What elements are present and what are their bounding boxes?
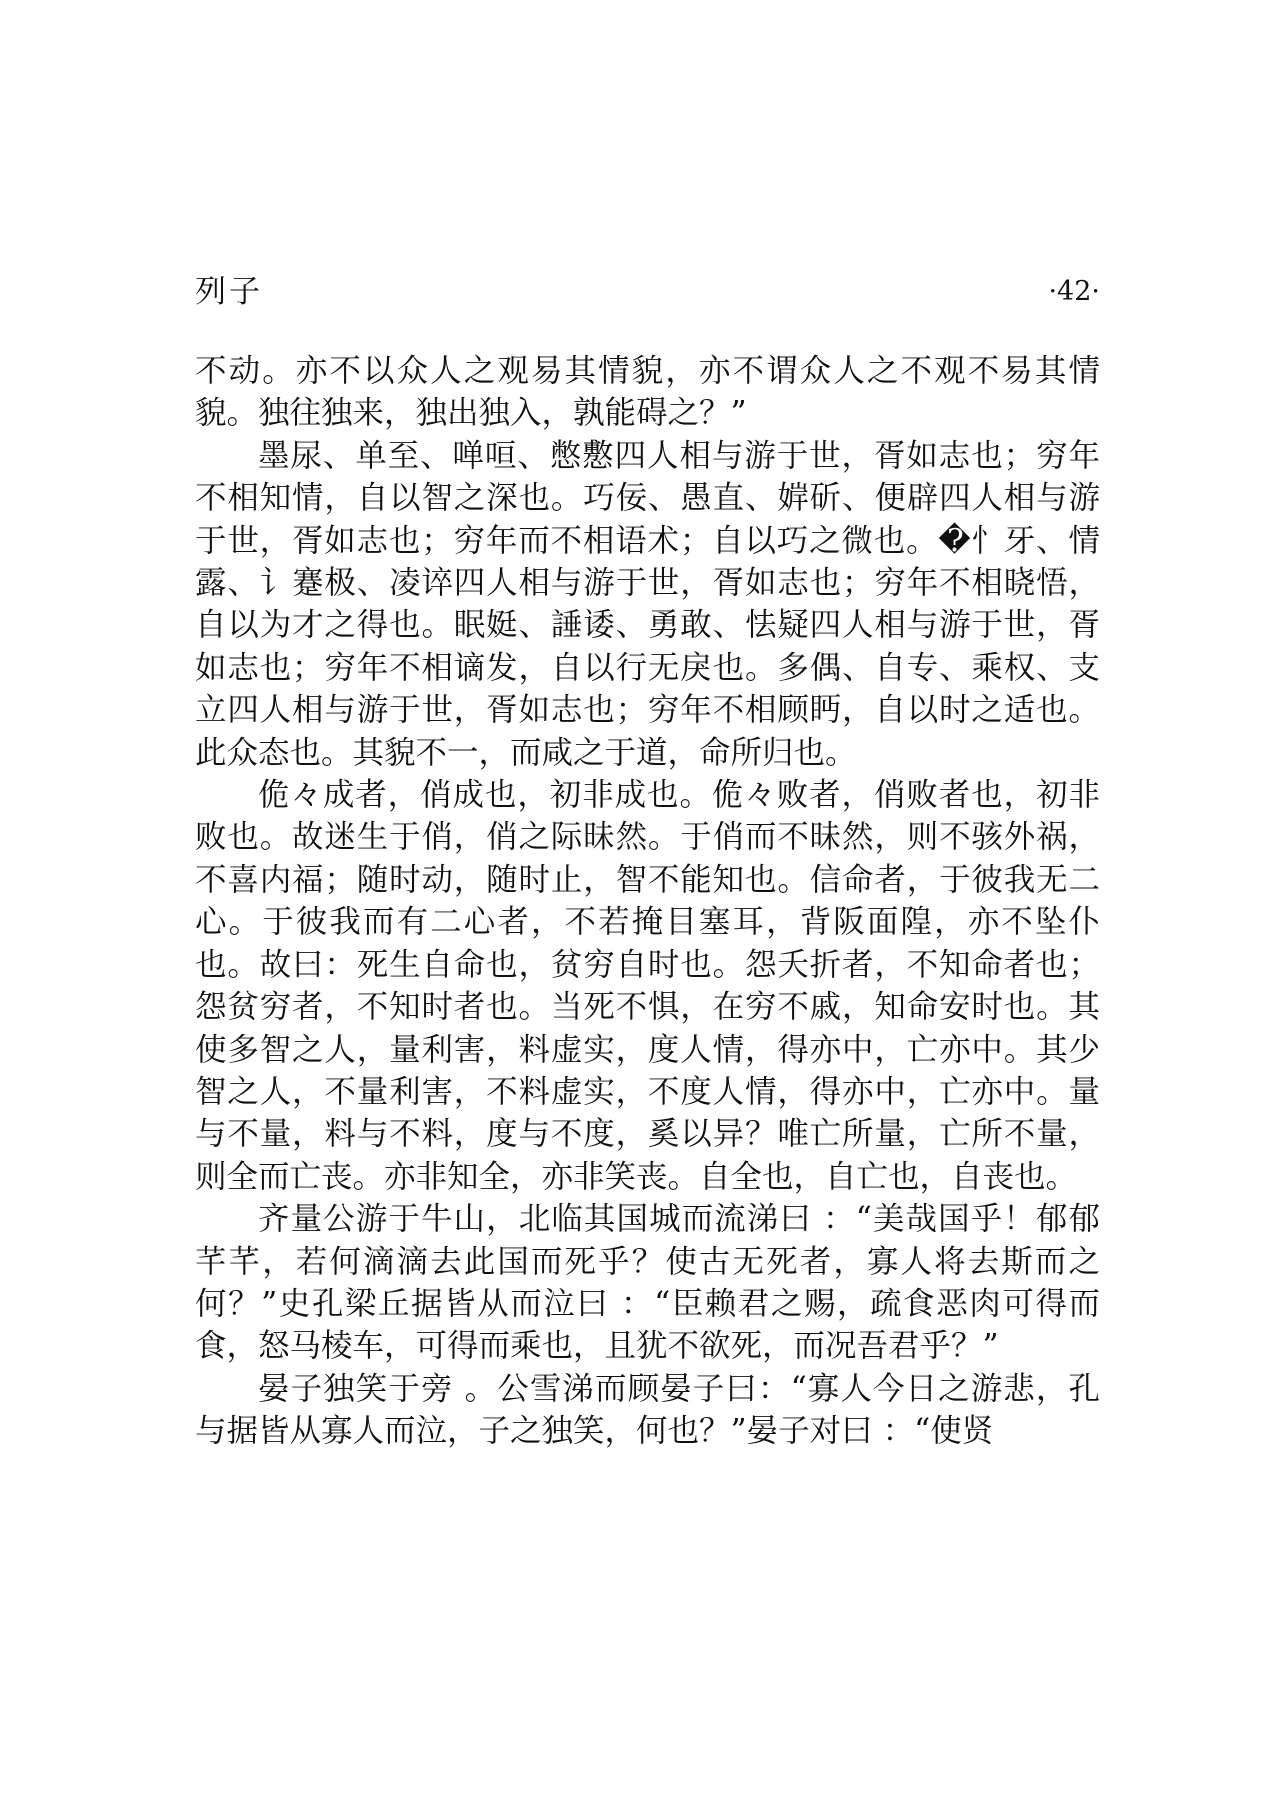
- paragraph: 齐量公游于牛山，北临其国城而流涕曰 ：“美哉国乎！郁郁芊芊，若何滴滴去此国而死乎？使古无死者，寡人将去斯而之何？”史孔梁丘据皆从而泣曰 ：“臣赖君之赐，疏食恶肉可得而食，怒马棱车，可得而乘也，且犹不欲死，而况吾君乎？”: [195, 1201, 1100, 1365]
- paragraph: 晏子独笑于旁 。公雪涕而顾晏子曰：“寡人今日之游悲，孔与据皆从寡人而泣，子之独笑，何也？”晏子对曰 ：“使贤: [195, 1370, 1100, 1450]
- page-number: ·42·: [1048, 276, 1100, 307]
- paragraph: 墨尿、单至、啴咺、憋懯四人相与游于世，胥如志也；穷年不相知情，自以智之深也。巧佞、愚直、婩斫、便辟四人相与游于世，胥如志也；穷年而不相语术；自以巧之微也。�忄牙、情露、讠蹇极、凌谇四人相与游于世，胥如志也；穷年不相晓悟，自以为才之得也。眠娗、諈诿、勇敢、怯疑四人相与游于世，胥如志也；穷年不相谪发，自以行无戾也。多偶、自专、乘权、支立四人相与游于世，胥如志也；穷年不相顾眄，自以时之适也。此众态也。其貌不一，而咸之于道，命所归也。: [195, 437, 1100, 771]
- paragraph-continued: 不动。亦不以众人之观易其情貌，亦不谓众人之不观不易其情貌。独往独来，独出独入，孰能碍之？”: [195, 353, 1100, 432]
- body-text: [195, 350, 1100, 1453]
- running-title: 列子: [195, 274, 263, 310]
- paragraph: 佹々成者，俏成也，初非成也。佹々败者，俏败者也，初非败也。故迷生于俏，俏之际昧然。于俏而不昧然，则不骇外祸，不喜内福；随时动，随时止，智不能知也。信命者，于彼我无二心。于彼我而有二心者，不若掩目塞耳，背阪面隍，亦不坠仆也。故曰：死生自命也，贫穷自时也。怨夭折者，不知命者也；怨贫穷者，不知时者也。当死不惧，在穷不戚，知命安时也。其使多智之人，量利害，料虚实，度人情，得亦中，亡亦中。其少智之人，不量利害，不料虚实，不度人情，得亦中，亡亦中。量与不量，料与不料，度与不度，奚以异？唯亡所量，亡所不量，则全而亡丧。亦非知全，亦非笑丧。自全也，自亡也，自丧也。: [195, 777, 1100, 1195]
- page-header: [195, 270, 1100, 314]
